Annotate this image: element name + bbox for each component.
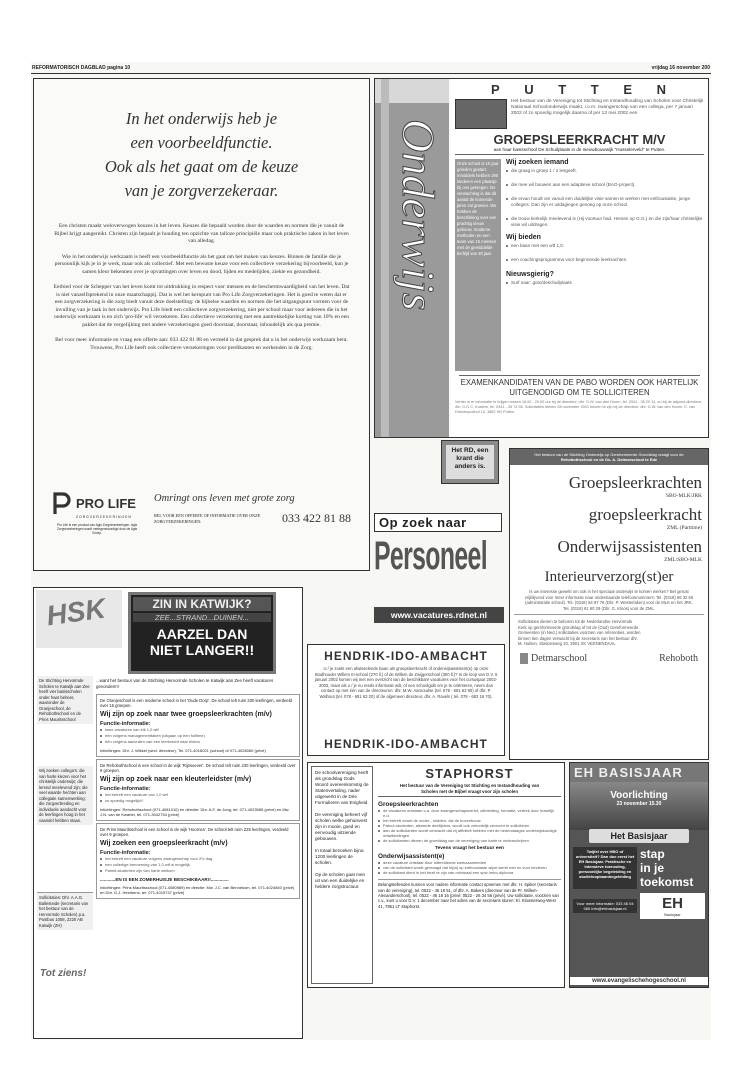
hsk-promo	[128, 592, 276, 674]
prolife-logo-block	[52, 491, 142, 535]
job-title: Groepsleerkrachten	[568, 473, 702, 492]
hsk-left2: Wij zoeken collega's: die van harte kiezen voor het christelijk onderwijs; die lerend meelevend zijn; die veel waarde hechten aan collegiale samenwerking; die zorgverbreding en individuele aandacht voor de leerlingen hoog in het vaandel hebben staan.	[37, 766, 93, 825]
eh-logo: EH	[662, 895, 683, 912]
section-seek: Wij zijn op zoek naar een kleuterleidster (m/v)	[100, 776, 252, 783]
section-contact: Inlichtingen: Dhr. J. Wikkel (wnd. directeur), Tel. 071-4016021 (school) of 071-4026060 (privé)	[100, 748, 266, 753]
section-seek: Wij zijn op zoek naar twee groepsleerkrachten (m/v)	[100, 711, 272, 718]
stap-line: stap	[640, 847, 665, 861]
rd-badge-text: Het RD, een krant die anders is.	[446, 445, 494, 479]
hia-title-bottom: HENDRIK-IDO-AMBACHT	[324, 737, 488, 751]
putten-letter: P	[491, 82, 502, 97]
op-zoek-url[interactable]: www.vacatures.rdnet.nl	[374, 607, 504, 623]
prolife-tagline: Omringt ons leven met grote zorg	[154, 493, 295, 504]
rehoboth-logo: Rehoboth	[659, 652, 698, 664]
section-item: twee vacatures van elk 1,0 wtf	[105, 727, 159, 732]
eh-logo-sub: Basisjaar	[664, 912, 681, 917]
putten-letter: E	[623, 82, 635, 97]
section-item: het betreft een vacature volgens zwangerschap voor 2½ dag	[105, 856, 213, 861]
side-para: Op de scholen gaat men uit van een duidelijke en heldere zorgstructuur.	[315, 872, 366, 889]
s1-item: de vacatures ontstaan o.a. door zwangerschapsverlof, uitbreiding, formatie, vertrek door huwelijk e.d.	[383, 808, 555, 819]
putten-letter: T	[558, 82, 569, 97]
putten-intro: Het bestuur van de Vereniging tot Stichting en Instandhouding van Scholen voor Christelijk Nationaal Schoolonderwijs maakt, i.o.m. zwangerschap van een collega, per 7 januari 2002 of zo spoedig mogelijk daarna of per 13 mei 2002 een	[511, 99, 704, 116]
job-title: Interieurverzorg(st)er	[544, 569, 674, 585]
headline-line: een voorbeeldfunctie.	[130, 133, 273, 152]
headline-line: In het onderwijs heb je	[125, 109, 278, 128]
ede-header-line2: Rehobothschool en de Ds. A. Detmarschool te Ede	[560, 457, 658, 462]
ede-header-line1: Het bestuur van de Stichting Onderwijs op Gereformeerde Grondslag vraagt voor de	[534, 452, 684, 457]
job-sub: ZML\SBO-MLK	[664, 557, 702, 563]
staphorst-footer: Belangstellenden kunnen voor nadere informatie contact opnemen met dhr. H. Spiker (secretaris van de vereniging), tel. 0522 - 46 18 51, of dhr. A. Bakers (directeur van de Pr. Willem-Alexanderschool), tel. 0522 - 46 18 16 (privé: 0522 - 26 34 56 (privé). Uw sollicitatie, voorzien van c.v., kunt u voor D.V. 1 december naar het adres van de secretaris sturen: Kl. Kloosterweg-West 41, 7951 LT Staphorst.	[378, 879, 561, 909]
promo-big1: AARZEL DAN	[156, 626, 248, 642]
eh-contact: Voor meer informatie: 033 46 04 060 info@ehbasisjaar.nl	[573, 899, 637, 913]
hia-ad	[307, 644, 505, 756]
putten-letter: T	[590, 82, 601, 97]
prolife-paragraph: Eerbied voor de Schepper van het leven komt tot uitdrukking in respect voor mensen en de beschermwaardigheid van het leven. Dat is niet vanzelfsprekend in onze maatschappij. Dat is wel het kernpunt van Pro Life Zorgverzekeringen. Het is goed te weten dat er een zorgverzekering is die zorg biedt vanuit deze doelstelling: de bijbelse waarden en normen die het uitgangspunt vormen voor de invulling van je taak in het onderwijs. Pro Life biedt een collectieve zorgverzekering, niet per school maar voor iedereen die in het onderwijs werkzaam is en zich 'pro-life' wil verzekeren. Een collectieve verzekering met een aantrekkelijke korting van 10% en een pakket dat de vergelijking met andere verzekeringen goed doorstaat, doorstaat, inhoudelijk als qua premie.	[53, 284, 350, 328]
putten-side-text: Onze school is 10 jaar geleden gestart. Inmiddels hebben 290 kinderen een plaatsje bij ons gekregen. De verwachting is dat dit aantal de komende jaren zal groeien. We hebben de beschikking over een prachtig nieuw gebouw, moderne methoden en een team van 15 mensen met de gemiddelde leeftijd van 30 jaar.	[455, 159, 501, 371]
ede-info: Is uw interesse gewekt om ook in het speciaal onderwijs te komen werken? Bel gerust vrijblijvend voor meer informatie naar onderstaande telefoonnummers: Tel. (0318) 66 32 66 (administratie school). Tel. (0318) 54 97 75 (Dhr. P. Westerlaken) voor de MLK en het JRK. Tel. (0318) 61 60 29 (Dhr. G. Kloos) voor de ZML.	[514, 586, 704, 615]
onderwijs-vertical	[375, 79, 449, 437]
ede-header	[510, 449, 708, 465]
prolife-logo: PRO LIFE	[76, 495, 136, 511]
putten-job-title: GROEPSLEERKRACHT M/V	[493, 132, 666, 147]
seek-item: die graag in groep 1 / 2 lesgeeft.	[506, 168, 704, 174]
section-item: één volgens aanvullen van een leerkracht naar elders	[105, 739, 200, 744]
eh-button[interactable]: Het Basisjaar	[589, 829, 689, 843]
prolife-p-icon	[52, 491, 72, 515]
eh-side: Twijfel over HBO of universiteit? Dan doe eerst het EH Basisjaar. Praktische en intensieve toerusting, persoonlijke begeleiding en studieloopbaanbegeleiding	[573, 847, 637, 889]
putten-letter: U	[524, 82, 536, 97]
promo-sub: ZEE...STRAND...DUINEN...	[133, 613, 271, 622]
promo-title: ZIN IN KATWIJK?	[133, 597, 271, 611]
page-header	[31, 62, 711, 74]
section-school: De Rehobothschool is een school in de wijk 'Rijnsoever'. De school telt ruim 230 leerlingen, verdeeld over 9 groepen.	[100, 763, 296, 773]
prolife-paragraph: Bel voor meer informatie en vraag een offerte aan: 033 422 81 88 en vermeld in dat gesprek dat u in het onderwijs werkzaam bent. Trouwens, Pro Life heeft ook collectieve verzekeringen voor predikanten en werkenden in de Zorg.	[55, 337, 348, 351]
stap-line: toekomst	[640, 875, 694, 889]
headline-line: van je zorgverzekeraar.	[124, 181, 279, 200]
side-para: De schoolvereniging heeft als grondslag Gods Woord overeenkomstig de Statenvertaling, nader uitgewerkt in de Drie Formulieren van Enigheid.	[315, 770, 369, 805]
prolife-footer	[52, 491, 351, 551]
staphorst-mid: Tevens vraagt het bestuur een	[435, 846, 504, 852]
putten-letter: N	[656, 82, 668, 97]
ede-apply: Sollicitaties dienen te behoren tot de Nederlandse Hervormde Kerk op gereformeerde grondslag of tot de (Oud) Gereformeerde Gemeenten (in Ned.) sollicitaties voorzien van referenties, worden binnen tien dagen verwacht bij de secretaris van het bestuur dhr. M. Hulsen, Stationsweg 10, 3901 XK VEENENDAAL	[518, 619, 641, 647]
eh-url[interactable]: www.evangelischehogeschool.nl	[570, 977, 708, 985]
eh-voorlichting: Voorlichting	[610, 790, 668, 801]
hsk-left3: Sollicitaties: Dhr. A.A.G. Ballesteide (secretaris van het bestuur van de Hervormde Scholen) p.a. Postbus 1058, 2220 AB Katwijk (ZH)	[37, 892, 93, 930]
header-left: REFORMATORISCH DAGBLAD pagina 10	[32, 64, 131, 71]
job-title: groepsleerkracht	[588, 505, 702, 524]
staphorst-side	[311, 766, 373, 984]
s1-item: het betreft zowel de onder-, midden- als de bovenbouw	[383, 818, 481, 824]
section-item: het betreft een vacature van 1,0 wtf	[105, 792, 168, 797]
hsk-final-contact: Inlichtingen: Prins Mauritsschool (071-4080989) en directie: Mw. J.C. van Bennekom, tel. 071-4024840 (privé) en Dhr. G.J. Heerkens, tel. 071-4015737 (privé)	[100, 885, 295, 895]
seek-item: die mee wil bouwen aan een adaptieve school (BAO-project).	[506, 182, 704, 188]
headline-line: Ook als het gaat om de keuze	[104, 157, 299, 176]
eh-date: 23 november 15.30	[616, 801, 662, 807]
offer-title: Wij bieden	[506, 234, 541, 241]
newspaper-page	[31, 62, 711, 1040]
section-item: zo spoedig mogelijk!!!	[105, 798, 144, 803]
hsk-summer: ............EN IS EEN ZOMERHUISJE BESCHIKBAAR!!..............	[100, 877, 229, 882]
promo-big2: NIET LANGER!!	[149, 642, 255, 658]
seek-item: die trouw kerkelijk meelevend is (Hij voortuur had. Hersen op G.G.) en die zijn/haar christelijke visie wil uitdragen.	[506, 216, 704, 228]
section-school: De Oranjeschool is een moderne school in het 'Oude Dorp'. De school telt ruim 330 leerlingen, verdeeld over 15 groepen.	[100, 698, 293, 708]
prolife-ad	[33, 78, 370, 571]
prolife-logo-sub: ZORGVERZEKERINGEN	[76, 515, 132, 519]
putten-title	[451, 79, 708, 97]
prolife-paragraph: Wie in het onderwijs werkzaam is heeft een voorbeeldfunctie als het gaat om het maken van keuzes. Binnen de familie die je persoonlijk kijk je in je werk, maar ook als collectief. Met een bewuste keuze voor een collectieve verzekering bijvoorbeeld, kun je samen kleur bekennen over je opvattingen over leven en dood, lijden en medelijden, ziekte en gezondheid.	[54, 253, 349, 275]
section-item: Palmit-studenten zijn van harte welkom	[105, 868, 175, 873]
rd-badge	[441, 440, 499, 484]
s2-title: Onderwijsassistent(e)	[378, 853, 445, 861]
hia-body: U / je zoekt een afwisselende baan als groepsleerkracht of onderwijsassistent(e) op onze Stadhouder Willem III-school (270 ll.) of de Willem de Zwijgerschool (300 ll.)? In de loop van D.V. 5 januari 2002 komen wij met een overzicht van de beschikbare vacatures voor het cursusjaar 2002-2003, maar als u / je nu reeds informatie wilt, of een schoolgids om je te oriënteren, neem dan contact op met één van de directeuren: dhr. M.W. Aarnoudse (tel. 078 - 681 63 90) of dhr. P. Walhout (tel. 078 - 681 63 20) of de algemeen directeur, dhr. A. Ravels ( tel. 078 - 682 16 70).	[314, 666, 498, 699]
job-title: Onderwijsassistenten	[557, 537, 702, 556]
job-sub: SBO-MLK\JRK	[665, 493, 702, 499]
section-item: één volgens managementtaken (uitgaan op een fulltime)	[105, 733, 205, 738]
prolife-phone: 033 422 81 88	[282, 511, 351, 525]
staphorst-ad	[307, 762, 565, 988]
curious-title: Nieuwsgierig?	[506, 271, 554, 278]
staphorst-head: Het bestuur van de Vereniging tot Stichting en Instandhouding van Scholen met de Bijbel vraagt voor zijn scholen	[378, 781, 561, 797]
putten-school: aan haar basisschool De Schuilplaats in de nieuwbouwwijk "Husselerveld" te Putten.	[455, 147, 704, 155]
hsk-logo: HSK	[44, 592, 108, 632]
onderwijs-label: Onderwijs	[393, 119, 444, 311]
prolife-paragraph: Een christen maakt weloverwogen keuzes in het leven. Keuzes die bepaald worden door de waarden en normen die je vanuit de Bijbel krijgt aangereikt. Christen zijn bepaalt je houding ten opzichte van talloze principiële maar ook praktische zaken in het leven van alledag.	[54, 223, 349, 244]
hsk-section	[96, 694, 300, 757]
eh-ad	[569, 762, 709, 988]
job-sub: ZML (Parttime)	[666, 525, 702, 531]
prolife-logo-note: Pro Life is een product van Agis Zorgverzekeringen. Agis Zorgverzekeringen wordt vertegenwoordigd door de Agis Groep.	[56, 523, 138, 535]
seek-item: die ervan houdt om vanuit een duidelijke visie samen te werken met enthousiaste, jonge collega's. Dan zijn er uitdagingen genoeg op onze school.	[506, 196, 704, 208]
putten-logo	[455, 99, 507, 129]
eh-stap	[640, 847, 705, 889]
op-zoek-big: Personeel	[374, 534, 487, 578]
hsk-section	[96, 823, 300, 899]
section-func: Functie-informatie:	[100, 850, 151, 856]
tot-ziens: Tot ziens!	[40, 968, 87, 979]
prolife-headline	[52, 107, 351, 203]
pabo-note: EXAMENKANDIDATEN VAN DE PABO WORDEN OOK HARTELIJK UITGENODIGD OM TE SOLLICITEREN	[459, 375, 700, 397]
offer-item: een coachingsprogramma voor beginnende leerkrachten.	[506, 257, 704, 263]
section-school: De Prins Mauritsschool is een school in de wijk 'Hoornes'. De school telt ruim 225 leerlingen, verdeeld over 9 groepen.	[100, 827, 289, 837]
side-para: De vereniging beheert vijf scholen welke gehuisvest zijn in mooie, goed en eenvoudig uitziende gebouwen.	[315, 812, 368, 841]
putten-footer: Verder is er informatie te krijgen tussen 18.00 - 20.00 uur bij de directeur, dhr. G.W. van den Hoorn, tel. 0341 - 35 20 12, en bij de adjunct-directeur, dhr. D.G.C. Kusters, tel. 0341 - 35 74 56. Sollicitaties dienen 28 november 2001 binnen te zijn bij de directeur, dhr. G.W. van den Hoorn, E. van Driesenpudhof 10, 3862 HD Putten.	[455, 400, 702, 414]
s1-title: Groepsleerkrachten	[378, 801, 439, 809]
putten-ad	[374, 78, 709, 438]
prolife-tagline-sub: BEL VOOR EEN OFFERTE OF INFORMATIE OVER ONZE ZORGVERZEKERINGEN:	[154, 513, 261, 524]
section-func: Functie-informatie:	[100, 721, 151, 727]
hsk-ad	[33, 587, 303, 1039]
stap-line: in je	[640, 861, 665, 875]
ede-ad	[509, 448, 709, 760]
op-zoek-top: Op zoek naar	[374, 513, 502, 532]
section-item: een volledige benoeming van 1,0 wtf is mogelijk	[105, 862, 190, 867]
section-seek: Wij zoeken een groepsleerkracht (m/v)	[100, 840, 228, 847]
side-para: In totaal bezoeken bijna 1200 leerlingen de scholen.	[315, 848, 364, 865]
detmar-logo: Detmarschool	[520, 653, 587, 664]
section-contact: Inlichtingen: Rehobothschool (071-4081010) en directie: Dhr. A.F. de Jong, tel. 071-4023585 (privé) en Mw. J.N. van de Kwartel, tel. 071-3042754 (privé)	[100, 807, 290, 817]
header-right: vrijdag 16 november 200	[651, 64, 710, 71]
s2-item: van de sollicitant wordt gevraagd dat hij/zij op enthousiaste wijze werkt met en voor kinderen	[383, 865, 547, 871]
hsk-intro: ...want het bestuur van de Stichting Hervormde Scholen te Katwijk aan Zee heeft vacatures gevonden!!!	[96, 678, 274, 689]
s1-item: Pabo4-studenten, alsmede deeltijders, wordt ook vriendelijk verzocht te solliciteren	[383, 823, 530, 829]
s1-item: aan de sollicitanten wordt verwacht dat zij affiniteit hebben met de hedendaagse onderwijskundige ontwikkelingen	[383, 828, 557, 839]
eh-banner: EH BASISJAAR	[570, 763, 708, 782]
hsk-logo-area	[36, 590, 122, 648]
hia-title: HENDRIK-IDO-AMBACHT	[324, 649, 488, 663]
hsk-section	[96, 759, 300, 821]
offer-item: een baan met een wtf 1,0.	[506, 243, 704, 249]
hsk-left1: De Stichting Hervormde Scholen te Katwijk aan Zee heeft vier basisscholen onder haar beheer, waaronder de Oranjeschool, de Rehobothschool en de Prins Mauritsschool	[37, 676, 93, 724]
s2-item: de sollicitant dient in het bezit te zijn van minimaal een spw-/mbo-diploma	[383, 870, 514, 876]
curious-link[interactable]: Surf naar: goto/deschuilplaats	[506, 280, 704, 286]
s2-item: deze vacature ontstaat door uitbreidende werkzaamheden	[383, 860, 487, 866]
section-func: Functie-informatie:	[100, 786, 151, 792]
s1-item: de sollicitanten dienen de grondslag van de vereniging van harte te onderschrijven	[383, 838, 529, 844]
seek-title: Wij zoeken iemand	[506, 159, 569, 166]
staphorst-title: STAPHORST	[425, 766, 514, 781]
